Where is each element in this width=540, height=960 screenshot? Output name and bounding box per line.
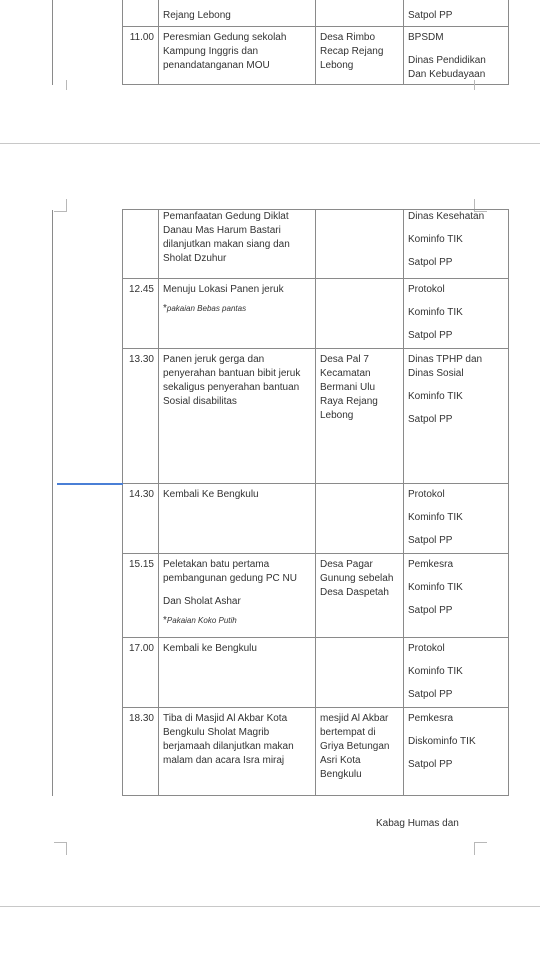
activity-text: Tiba di Masjid Al Akbar Kota Bengkulu Sholat Magrib berjamaah dilanjutkan makan malam dan acara Isra miraj — [163, 713, 294, 766]
time-cell[interactable]: 13.30 — [123, 349, 159, 484]
schedule-table-top — [52, 0, 509, 85]
margin-cell — [53, 554, 123, 638]
signature-caption: Kabag Humas dan — [376, 818, 459, 829]
location-cell[interactable] — [316, 638, 404, 708]
location-cell[interactable] — [316, 554, 404, 638]
time-cell[interactable] — [123, 0, 159, 27]
activity-cell[interactable] — [159, 554, 316, 638]
pic-cell[interactable] — [404, 27, 509, 85]
pic-text: Kominfo TIK — [408, 666, 463, 677]
paragraph-gap — [408, 679, 504, 688]
location-text: Desa Pagar Gunung sebelah Desa Daspetah — [320, 559, 394, 598]
activity-cell[interactable] — [159, 484, 316, 554]
time-cell[interactable]: 12.45 — [123, 279, 159, 349]
dress-code-note — [163, 302, 311, 316]
pic-cell[interactable] — [404, 210, 509, 279]
pic-cell[interactable] — [404, 708, 509, 796]
pic-text: Satpol PP — [408, 10, 453, 21]
pic-text: Kominfo TIK — [408, 582, 463, 593]
location-text: mesjid Al Akbar bertempat di Griya Betungan Asri Kota Bengkulu — [320, 713, 390, 780]
pic-text: Kominfo TIK — [408, 391, 463, 402]
document-page-1 — [0, 0, 540, 143]
pic-cell[interactable] — [404, 484, 509, 554]
paragraph-gap — [408, 297, 504, 306]
paragraph-gap — [408, 404, 504, 413]
location-cell[interactable] — [316, 0, 404, 27]
pic-text: Dinas Pendidikan Dan Kebudayaan — [408, 55, 486, 80]
margin-cell — [53, 484, 123, 554]
pic-cell[interactable] — [404, 638, 509, 708]
table-row — [53, 279, 509, 349]
paragraph-gap — [408, 656, 504, 665]
activity-cell[interactable] — [159, 638, 316, 708]
location-cell[interactable] — [316, 279, 404, 349]
margin-cell — [53, 0, 123, 27]
pic-text: Dinas TPHP dan Dinas Sosial — [408, 354, 483, 379]
margin-cell — [53, 708, 123, 796]
paragraph-gap — [408, 45, 504, 54]
pic-text: Protokol — [408, 284, 445, 295]
location-text: Desa Rimbo Recap Rejang Lebong — [320, 32, 384, 71]
activity-text: Dan Sholat Ashar — [163, 596, 241, 607]
activity-cell[interactable] — [159, 349, 316, 484]
activity-cell[interactable] — [159, 279, 316, 349]
pic-text: Protokol — [408, 643, 445, 654]
table-row — [53, 484, 509, 554]
pic-text: Kominfo TIK — [408, 512, 463, 523]
paragraph-gap — [408, 525, 504, 534]
pic-text: Satpol PP — [408, 257, 453, 268]
dress-code-note — [163, 614, 311, 628]
pic-text: Pemkesra — [408, 559, 454, 570]
time-cell[interactable] — [123, 210, 159, 279]
schedule-table — [52, 209, 509, 796]
activity-cell[interactable] — [159, 27, 316, 85]
margin-cell — [53, 27, 123, 85]
pic-text: Satpol PP — [408, 605, 453, 616]
location-cell[interactable] — [316, 27, 404, 85]
pic-cell[interactable] — [404, 554, 509, 638]
pic-text: Satpol PP — [408, 689, 453, 700]
table-row — [53, 349, 509, 484]
pic-text: Satpol PP — [408, 535, 453, 546]
pic-text: Protokol — [408, 489, 445, 500]
location-cell[interactable] — [316, 210, 404, 279]
paragraph-gap — [408, 595, 504, 604]
document-page-2 — [0, 144, 540, 906]
paragraph-gap — [408, 381, 504, 390]
paragraph-gap — [408, 726, 504, 735]
crop-mark — [474, 80, 487, 90]
activity-cell[interactable] — [159, 0, 316, 27]
time-cell[interactable]: 11.00 — [123, 27, 159, 85]
paragraph-gap — [408, 224, 504, 233]
pic-cell[interactable] — [404, 279, 509, 349]
pic-text: Diskominfo TIK — [408, 736, 476, 747]
asterisk: * — [163, 615, 167, 626]
activity-cell[interactable] — [159, 708, 316, 796]
paragraph-gap — [408, 320, 504, 329]
margin-cell — [53, 638, 123, 708]
note-text: Pakaian Koko Putih — [166, 616, 237, 625]
activity-cell[interactable] — [159, 210, 316, 279]
table-row — [53, 210, 509, 279]
pic-text: Kominfo TIK — [408, 307, 463, 318]
paragraph-gap — [408, 247, 504, 256]
crop-mark — [54, 80, 67, 90]
pic-text: Dinas Kesehatan — [408, 211, 485, 222]
pic-text: Satpol PP — [408, 759, 453, 770]
activity-text: Menuju Lokasi Panen jeruk — [163, 284, 284, 295]
paragraph-gap — [408, 502, 504, 511]
margin-cell — [53, 279, 123, 349]
crop-mark — [54, 842, 67, 855]
pic-cell[interactable] — [404, 0, 509, 27]
paragraph-gap — [163, 586, 311, 595]
activity-text: Panen jeruk gerga dan penyerahan bantuan bibit jeruk sekaligus penyerahan bantuan Sosial disabilitas — [163, 354, 301, 407]
time-cell[interactable]: 18.30 — [123, 708, 159, 796]
crop-mark — [474, 842, 487, 855]
activity-text: Kembali ke Bengkulu — [163, 643, 257, 654]
pic-text: Satpol PP — [408, 330, 453, 341]
asterisk: * — [163, 303, 167, 314]
table-row — [53, 708, 509, 796]
table-row — [53, 638, 509, 708]
margin-cell — [53, 349, 123, 484]
activity-text: Peresmian Gedung sekolah Kampung Inggris dan penandatanganan MOU — [163, 32, 287, 71]
paragraph-gap — [408, 749, 504, 758]
note-text: pakaian Bebas pantas — [166, 304, 247, 313]
paragraph-gap — [408, 572, 504, 581]
table-row — [53, 0, 509, 27]
pic-cell[interactable] — [404, 349, 509, 484]
table-row — [53, 27, 509, 85]
time-cell[interactable]: 14.30 — [123, 484, 159, 554]
pic-text: Kominfo TIK — [408, 234, 463, 245]
activity-text: Peletakan batu pertama pembangunan gedung PC NU — [163, 559, 297, 584]
activity-text: Kembali Ke Bengkulu — [163, 489, 259, 500]
table-resize-handle[interactable] — [57, 483, 123, 485]
location-cell[interactable] — [316, 484, 404, 554]
page-separator — [0, 906, 540, 907]
location-cell[interactable] — [316, 708, 404, 796]
margin-cell — [53, 210, 123, 279]
table-row — [53, 554, 509, 638]
pic-text: Pemkesra — [408, 713, 454, 724]
time-cell[interactable]: 17.00 — [123, 638, 159, 708]
pic-text: Satpol PP — [408, 414, 453, 425]
location-text: Desa Pal 7 Kecamatan Bermani Ulu Raya Rejang Lebong — [320, 354, 378, 421]
activity-text: Rejang Lebong — [163, 10, 231, 21]
activity-text: Pemanfaatan Gedung Diklat Danau Mas Harum Bastari dilanjutkan makan siang dan Sholat Dzuhur — [163, 211, 290, 264]
time-cell[interactable]: 15.15 — [123, 554, 159, 638]
location-cell[interactable] — [316, 349, 404, 484]
pic-text: BPSDM — [408, 32, 444, 43]
